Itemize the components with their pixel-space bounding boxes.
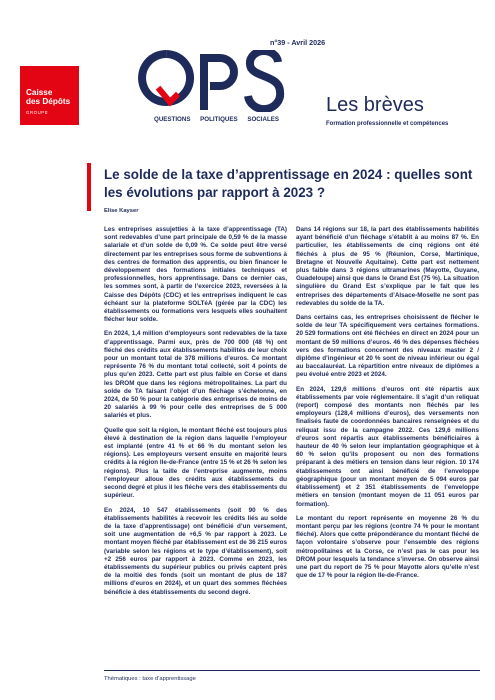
column-right bbox=[296, 226, 479, 586]
paragraph: Le montant du report représente en moyenne 26 % du montant perçu par les régions (contre 74 % pour le montant fléché). Alors que cette prépondérance du montant fléché de façon volontaire s’observe pour l’ensemble des régions métropolitaines et la Corse, ce n’est pas le cas pour les DROM pour lesquels la tendance s’inverse. On observe ainsi une part du report de 75 % pour Mayotte alors qu’elle n’est que de 17 % pour la région Ile-de-France. bbox=[296, 514, 479, 580]
column-left bbox=[104, 226, 287, 603]
footer-divider bbox=[104, 670, 480, 671]
paragraph: En 2024, 10 547 établissements (soit 90 % des établissements habilités à recevoir les crédits liés au solde de la taxe d’apprentissage) ont bénéficié d’un versement, soit une augmentation de +6,5 % par rapport à 2023. Le montant moyen fléché par établissement est de 36 215 euros (variable selon les régions et le type d’établissement), soit +2 256 euros par rapport à 2023. Comme en 2023, les établissements du supérieur publics ou privés captent près de la moitié des fonds (soit un montant de plus de 187 millions d’euros en 2024), et un quart des sommes fléchées bénéficie à des établissements du second degré. bbox=[104, 506, 287, 596]
issue-number: n°39 - Avril 2026 bbox=[270, 38, 326, 47]
brand-word-questions: QUESTIONS bbox=[154, 116, 191, 123]
paragraph: Dans certains cas, les entreprises choisissent de flécher le solde de leur TA spécifiquement vers certaines formations. 20 529 formations ont été fléchées en direct en 2024 pour un montant de 59 millions d’euros. 46 % des dépenses fléchées vers des formations concernent des niveaux master 2 / diplôme d’ingénieur et 20 % sont de niveau inférieur ou égal au baccalauréat. La répartition entre niveaux de diplômes a peu évolué entre 2023 et 2024. bbox=[296, 314, 479, 379]
brand-word-sociales: SOCIALES bbox=[247, 116, 279, 123]
logo-groupe: GROUPE bbox=[26, 110, 49, 115]
series-subtitle: Formation professionnelle et compétences bbox=[326, 121, 449, 127]
logo-name bbox=[26, 89, 70, 106]
themes-footer: Thématiques : taxe d’apprentissage bbox=[104, 676, 196, 682]
series-title: Les brèves bbox=[326, 94, 424, 116]
logo-line2: des Dépôts bbox=[26, 96, 71, 106]
qps-subtitle bbox=[154, 116, 279, 123]
qps-wordmark bbox=[138, 50, 288, 112]
paragraph: Les entreprises assujetties à la taxe d’apprentissage (TA) sont redevables d’une part principale de 0,59 % de la masse salariale et d’un solde de 0,09 %. Ce solde peut être versé directement par les entreprises sous forme de subventions à des centres de formation des apprentis, ou bien financer le développement des formations initiales techniques et professionnelles, hors apprentissage. Dans ce dernier cas, les sommes sont, à partir de l’exercice 2023, reversées à la Caisse des Dépôts (CDC) et les entreprises indiquent le cas échéant sur la plateforme SOLTéA (gérée par la CDC) les établissements ou formations vers lesquels elles souhaitent flécher leur solde. bbox=[104, 226, 287, 324]
paragraph: Quelle que soit la région, le montant fléché est toujours plus élevé à destination de la région dans laquelle l’employeur est implanté (entre 41 % et 66 % du montant selon les régions). Les employeurs versent ensuite en majorité leurs crédits à la région Ile-de-France (entre 15 % et 26 % selon les régions). Plus la taille de l’entreprise augmente, moins l’employeur alloue des crédits aux établissements du second degré et plus il les fléche vers des établissements du supérieur. bbox=[104, 426, 287, 500]
title-accent-bar bbox=[87, 163, 91, 211]
caisse-des-depots-logo bbox=[20, 66, 79, 125]
paragraph: En 2024, 129,6 millions d’euros ont été répartis aux établissements par voie réglementaire. Il s’agit d’un reliquat (report) composé des montants non fléchés par les employeurs (128,4 millions d’euros), des versements non finalisés faute de coordonnées bancaires renseignées et du reliquat issu de la campagne 2022. Ces 129,6 millions d’euros sont répartis aux établissements bénéficiaires à hauteur de 40 % selon leur implantation géographique et à 60 % selon qu’ils proposent ou non des formations préparant à des métiers en tension dans leur région. 10 174 établissements ont ainsi bénéficié de l’enveloppe géographique (pour un montant moyen de 5 094 euros par établissement) et 2 351 établissements de l’enveloppe métiers en tension (montant moyen de 11 051 euros par formation). bbox=[296, 385, 479, 508]
paragraph: Dans 14 régions sur 18, la part des établissements habilités ayant bénéficié d’un fléchage s’établit à au moins 87 %. En particulier, les établissements de cinq régions ont été fléchés à plus de 95 % (Réunion, Corse, Martinique, Bretagne et Nouvelle Aquitaine). Cette part est nettement plus faible dans 3 régions ultramarines (Mayotte, Guyane, Guadeloupe) ainsi que dans le Grand Est (75 %). La situation singulière du Grand Est s’explique par le fait que les entreprises des départements d’Alsace-Moselle ne sont pas redevables du solde de la TA. bbox=[296, 226, 479, 307]
brand-word-politiques: POLITIQUES bbox=[200, 116, 238, 123]
paragraph: En 2024, 1,4 million d’employeurs sont redevables de la taxe d’apprentissage. Parmi eux, près de 700 000 (48 %) ont fléché des crédits aux établissements habilités de leur choix pour un montant total de 378 millions d’euros. Ce montant représente 76 % du montant total collecté, soit 4 points de plus qu’en 2023. Cette part est plus faible en Corse et dans les DROM que dans les régions métropolitaines. La part du solde de TA faisant l’objet d’un fléchage s’échelonne, en 2024, de 50 % pour la catégorie des entreprises de moins de 20 salariés à 99 % pour celle des entreprises de 5 000 salariés et plus. bbox=[104, 330, 287, 420]
logo-line1: Caisse bbox=[26, 88, 53, 97]
author: Elise Kayser bbox=[104, 208, 139, 214]
article-title: Le solde de la taxe d’apprentissage en 2024 : quelles sont les évolutions par rapport à 2023 ? bbox=[104, 167, 473, 200]
